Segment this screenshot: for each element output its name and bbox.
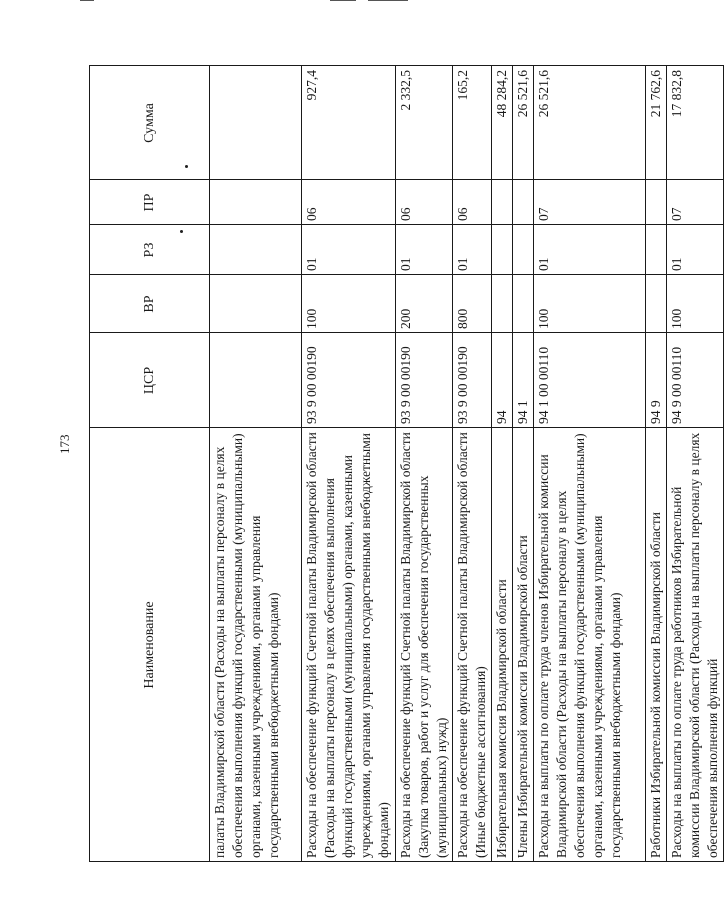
cell-sum: 26 521,6 xyxy=(534,66,646,180)
cell-sum xyxy=(210,66,302,180)
cell-sum: 21 762,6 xyxy=(646,66,667,180)
table-row xyxy=(492,66,513,862)
table-header-row xyxy=(90,66,210,862)
cell-csr: 94 1 xyxy=(513,333,534,428)
table-row xyxy=(396,66,453,862)
cell-pr xyxy=(492,180,513,225)
cell-name: Избирательная комиссия Владимирской области xyxy=(492,428,513,862)
cell-pr: 06 xyxy=(396,180,453,225)
cell-pr: 06 xyxy=(453,180,492,225)
cell-rz: 01 xyxy=(453,225,492,275)
cell-csr: 93 9 00 00190 xyxy=(302,333,396,428)
cell-rz: 01 xyxy=(534,225,646,275)
table-row xyxy=(453,66,492,862)
cell-vr xyxy=(492,275,513,333)
cell-rz: 01 xyxy=(667,225,724,275)
scan-edge-line xyxy=(330,0,356,1)
cell-sum: 48 284,2 xyxy=(492,66,513,180)
budget-table xyxy=(89,65,724,862)
cell-csr: 94 1 00 00110 xyxy=(534,333,646,428)
cell-name: Расходы на обеспечение функций Счетной палаты Владимирской области (Расходы на выплаты персоналу в целях обеспечения выполнения функций государственными (муниципальными) органами, казенными учреждениями, органами управления государственными внебюджетными фондами) xyxy=(302,428,396,862)
cell-name: палаты Владимирской области (Расходы на выплаты персоналу в целях обеспечения выполнения функций государственными (муниципальными) органами, казенными учреждениями, органами управления государственными внебюджетными фондами) xyxy=(210,428,302,862)
cell-pr: 07 xyxy=(534,180,646,225)
cell-sum: 2 332,5 xyxy=(396,66,453,180)
cell-csr: 94 9 xyxy=(646,333,667,428)
cell-pr: 07 xyxy=(667,180,724,225)
header-vr: ВР xyxy=(90,275,210,333)
cell-sum: 927,4 xyxy=(302,66,396,180)
header-sum: Сумма xyxy=(90,66,210,180)
table-row xyxy=(513,66,534,862)
header-csr: ЦСР xyxy=(90,333,210,428)
cell-name: Члены Избирательной комиссии Владимирской области xyxy=(513,428,534,862)
cell-name: Расходы на обеспечение функций Счетной палаты Владимирской области (Иные бюджетные ассигнования) xyxy=(453,428,492,862)
cell-vr xyxy=(646,275,667,333)
cell-csr: 94 9 00 00110 xyxy=(667,333,724,428)
cell-vr xyxy=(513,275,534,333)
cell-name: Работники Избирательной комиссии Владимирской области xyxy=(646,428,667,862)
cell-rz xyxy=(492,225,513,275)
cell-pr xyxy=(646,180,667,225)
page-number: 173 xyxy=(57,434,72,454)
cell-name: Расходы на обеспечение функций Счетной палаты Владимирской области (Закупка товаров, работ и услуг для обеспечения государственных (муниципальных) нужд) xyxy=(396,428,453,862)
cell-vr: 100 xyxy=(667,275,724,333)
table-row xyxy=(210,66,302,862)
header-name: Наименование xyxy=(90,428,210,862)
cell-rz: 01 xyxy=(396,225,453,275)
cell-sum: 17 832,8 xyxy=(667,66,724,180)
cell-pr xyxy=(513,180,534,225)
cell-pr xyxy=(210,180,302,225)
cell-pr: 06 xyxy=(302,180,396,225)
cell-name: Расходы на выплаты по оплате труда членов Избирательной комиссии Владимирской области (Расходы на выплаты персоналу в целях обеспечения выполнения функций государственными (муниципальными) органами, казенными учреждениями, органами управления государственными внебюджетными фондами) xyxy=(534,428,646,862)
cell-vr: 200 xyxy=(396,275,453,333)
cell-sum: 165,2 xyxy=(453,66,492,180)
table-row xyxy=(667,66,724,862)
header-rz: РЗ xyxy=(90,225,210,275)
cell-sum: 26 521,6 xyxy=(513,66,534,180)
scan-edge-line xyxy=(80,0,94,1)
table-row xyxy=(302,66,396,862)
cell-vr: 800 xyxy=(453,275,492,333)
cell-csr: 94 xyxy=(492,333,513,428)
cell-vr xyxy=(210,275,302,333)
cell-rz: 01 xyxy=(302,225,396,275)
cell-csr: 93 9 00 00190 xyxy=(453,333,492,428)
table-row xyxy=(646,66,667,862)
cell-csr: 93 9 00 00190 xyxy=(396,333,453,428)
cell-rz xyxy=(646,225,667,275)
scan-edge-line xyxy=(368,0,408,1)
cell-rz xyxy=(210,225,302,275)
cell-vr: 100 xyxy=(302,275,396,333)
table-row xyxy=(534,66,646,862)
cell-vr: 100 xyxy=(534,275,646,333)
cell-rz xyxy=(513,225,534,275)
header-pr: ПР xyxy=(90,180,210,225)
cell-csr xyxy=(210,333,302,428)
rotated-table-wrapper xyxy=(89,66,720,862)
cell-name: Расходы на выплаты по оплате труда работников Избирательной комиссии Владимирской области (Расходы на выплаты персоналу в целях обеспечения выполнения функций xyxy=(667,428,724,862)
